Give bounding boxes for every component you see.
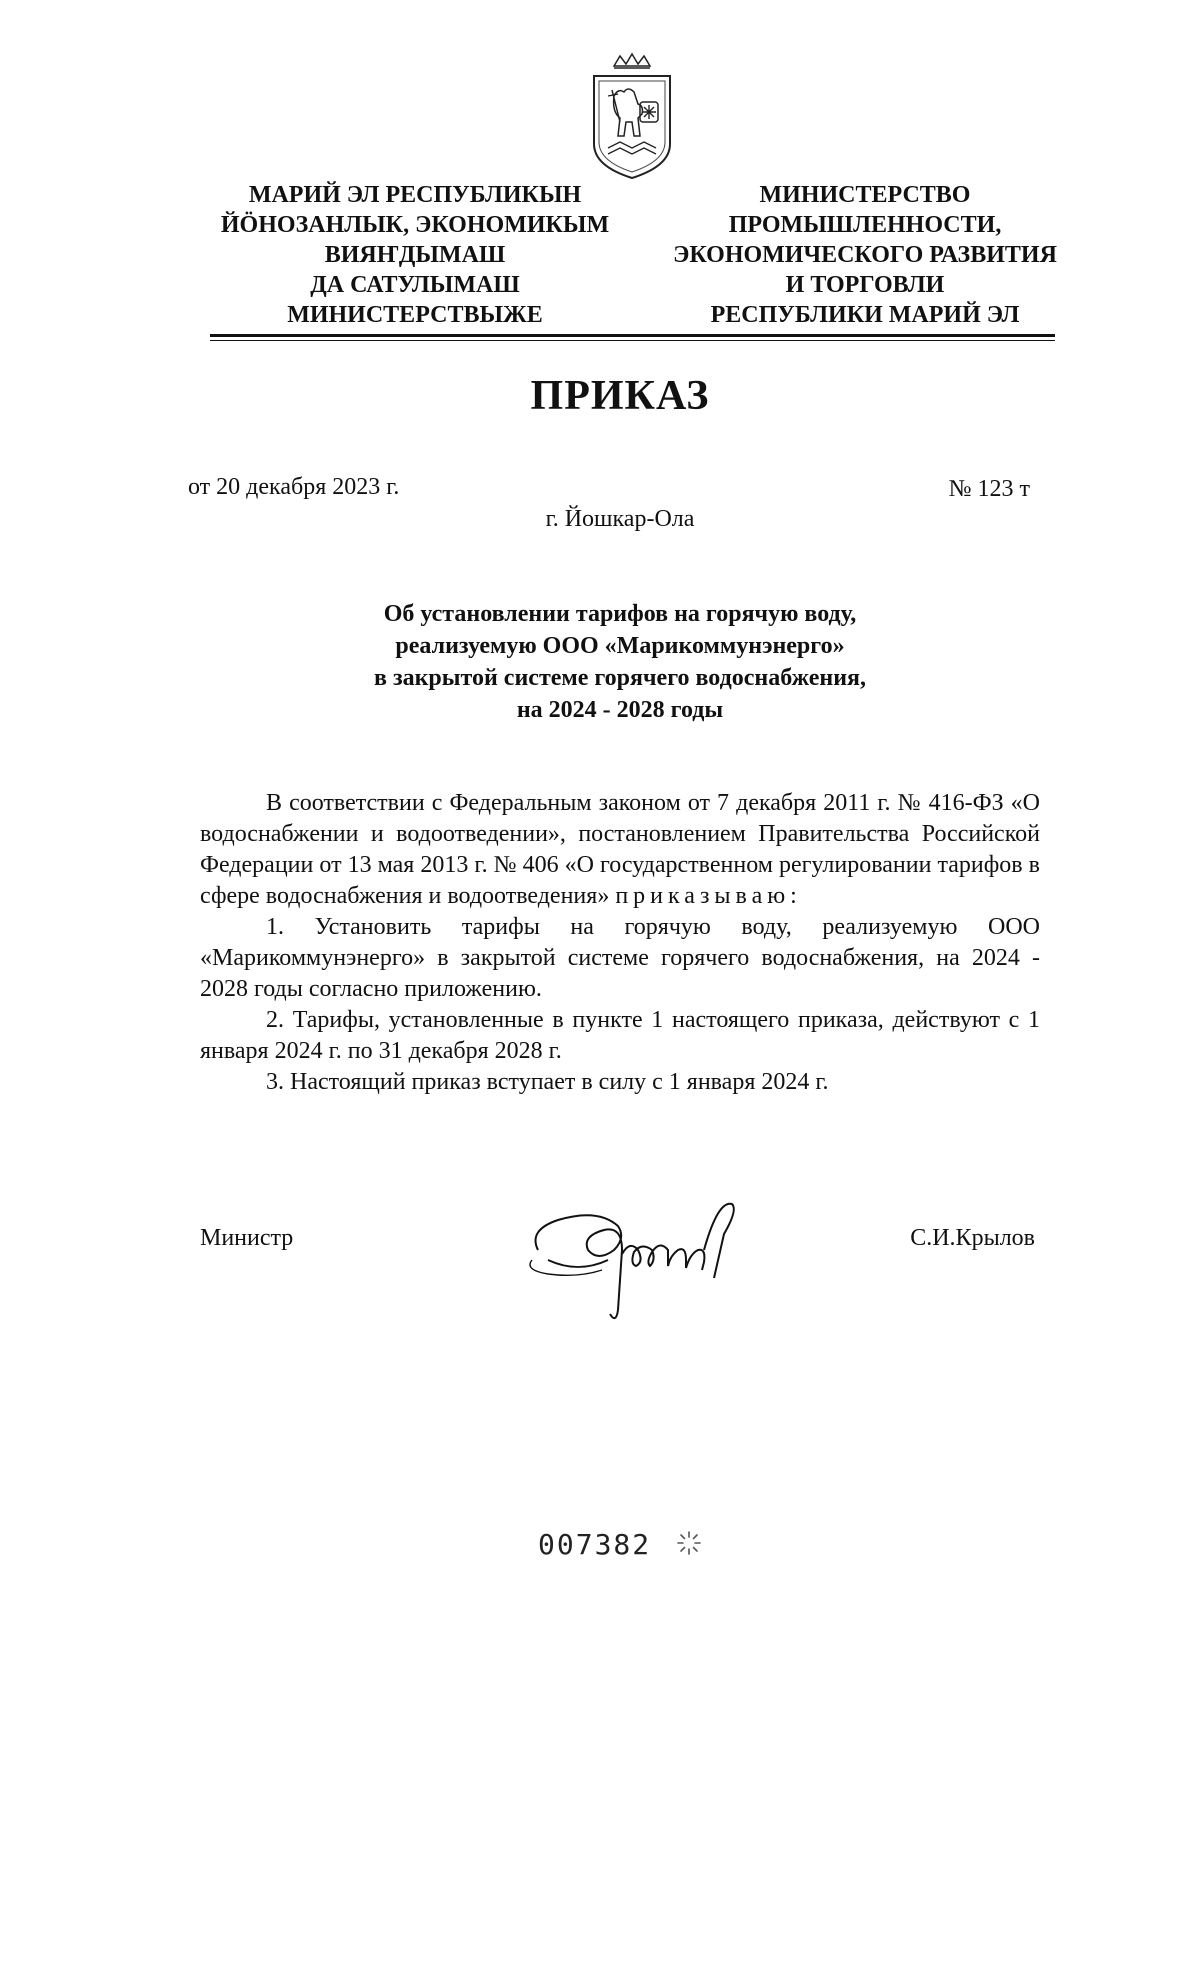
preamble-paragraph (200, 788, 1040, 912)
item-2-paragraph: 2. Тарифы, установленные в пункте 1 настоящего приказа, действуют с 1 января 2024 г. по 31 декабря 2028 г. (200, 1007, 1040, 1064)
asterisk-stamp-icon (676, 1530, 702, 1556)
coat-of-arms-icon (584, 52, 680, 184)
document-body (200, 788, 1040, 1098)
header-divider-thick (210, 334, 1055, 337)
header-left-line: ДА САТУЛЫМАШ (310, 272, 520, 298)
serial-number: 007382 (538, 1528, 652, 1561)
document-type-title: ПРИКАЗ (530, 373, 710, 419)
header-left-line: ЙӦНОЗАНЛЫК, ЭКОНОМИКЫМ (220, 212, 610, 238)
item-3-paragraph: 3. Настоящий приказ вступает в силу с 1 января 2024 г. (266, 1069, 829, 1095)
header-right-line: И ТОРГОВЛИ (785, 272, 945, 298)
item-1-paragraph: 1. Установить тарифы на горячую воду, реализуемую ООО «Марикоммунэнерго» в закрытой системе горячего водоснабжения, на 2024 - 2028 годы согласно приложению. (200, 914, 1040, 1002)
header-right-line: МИНИСТЕРСТВО (759, 182, 971, 208)
header-left-line: МИНИСТЕРСТВЫЖЕ (287, 302, 543, 328)
header-left-line: ВИЯҤДЫМАШ (324, 242, 506, 268)
preamble-text: В соответствии с Федеральным законом от 7 декабря 2011 г. № 416-ФЗ «О водоснабжении и водоотведении», постановлением Правительства Российской Федерации от 13 мая 2013 г. № 406 «О государственном регулировании тарифов в сфере водоснабжения и водоотведения» (200, 790, 1040, 909)
document-number: № 123 т (948, 476, 1030, 502)
subject-line: на 2024 - 2028 годы (516, 697, 724, 723)
header-divider-thin (210, 340, 1055, 341)
signatory-title: Министр (200, 1225, 294, 1251)
header-right-line: ЭКОНОМИЧЕСКОГО РАЗВИТИЯ (673, 242, 1057, 268)
handwritten-signature (518, 1190, 768, 1340)
document-subject (200, 598, 1040, 726)
header-right-line: ПРОМЫШЛЕННОСТИ, (728, 212, 1002, 238)
order-word: приказываю: (615, 883, 802, 909)
document-city: г. Йошкар-Ола (545, 506, 695, 532)
signatory-name: С.И.Крылов (910, 1225, 1035, 1251)
header-right-block (655, 180, 1075, 330)
document-date: от 20 декабря 2023 г. (188, 474, 400, 500)
subject-line: Об установлении тарифов на горячую воду, (383, 601, 857, 627)
header-left-block (195, 180, 635, 330)
header-right-line: РЕСПУБЛИКИ МАРИЙ ЭЛ (710, 302, 1020, 328)
header-left-line: МАРИЙ ЭЛ РЕСПУБЛИКЫН (248, 182, 582, 208)
subject-line: реализуемую ООО «Марикоммунэнерго» (395, 633, 845, 659)
subject-line: в закрытой системе горячего водоснабжения, (373, 665, 867, 691)
